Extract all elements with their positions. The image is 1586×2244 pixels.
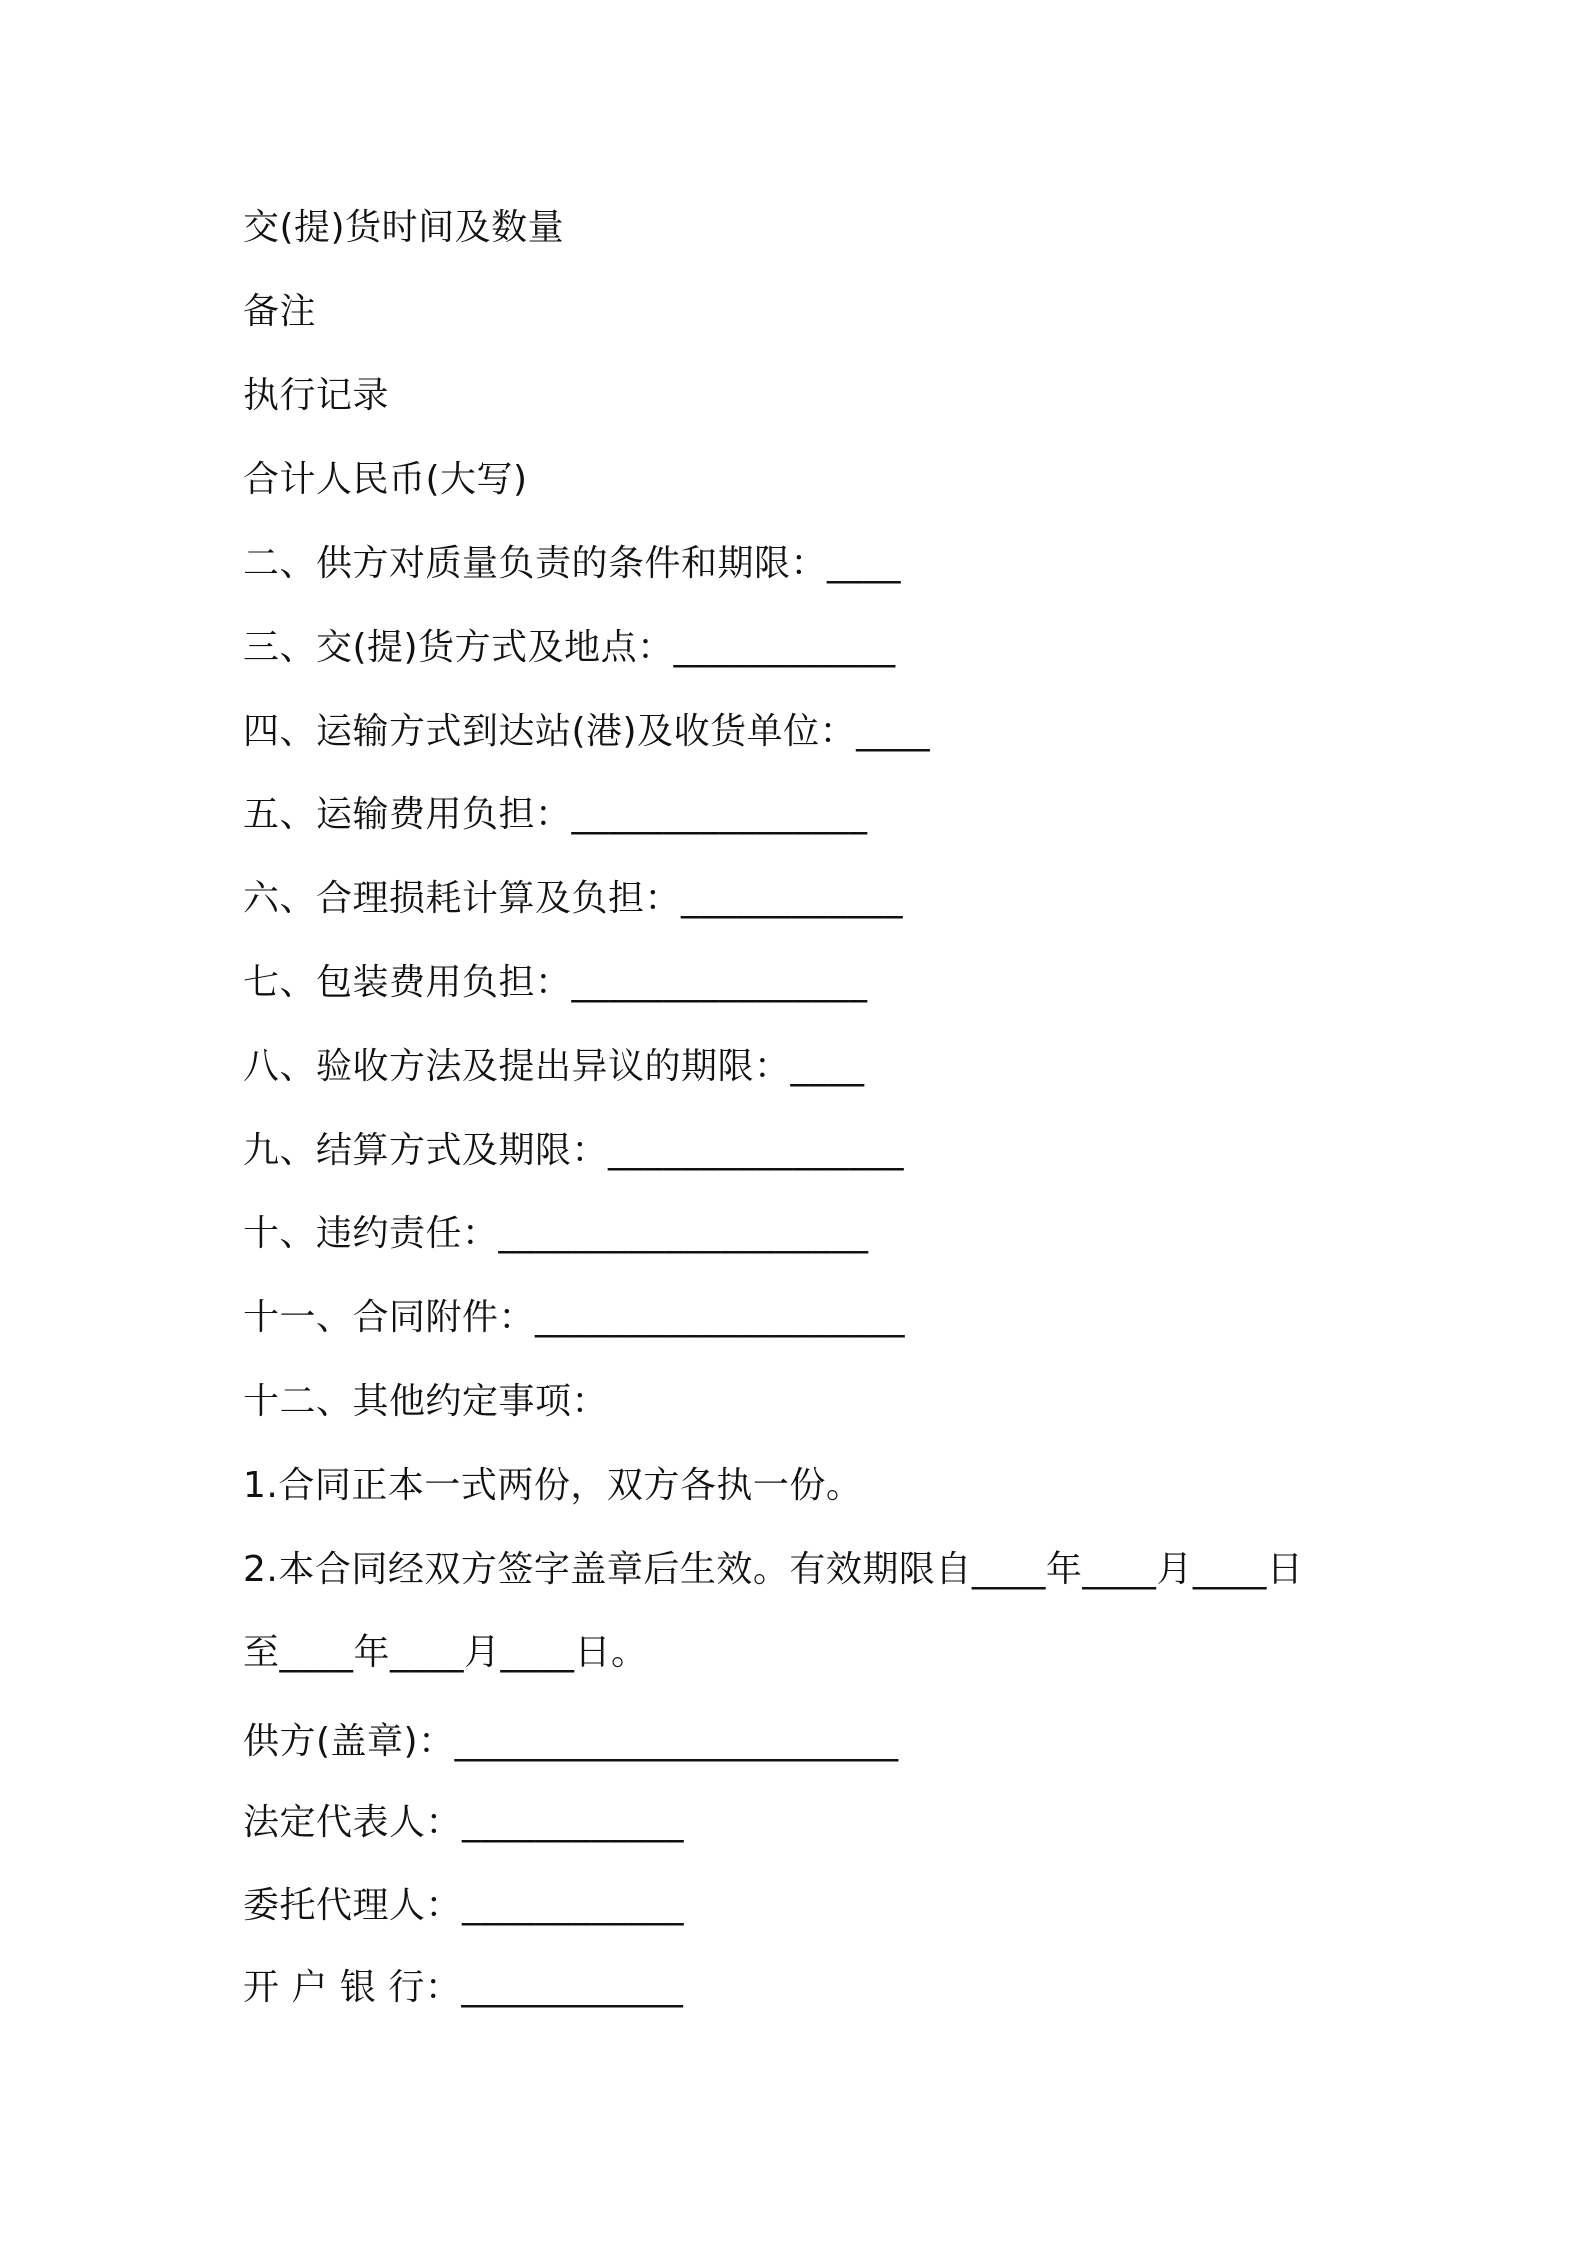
clause-4-transport-method: 四、运输方式到达站(港)及收货单位：____ bbox=[243, 711, 931, 752]
clause-2-quality-responsibility: 二、供方对质量负责的条件和期限：____ bbox=[243, 543, 902, 584]
clause-7-packaging-cost: 七、包装费用负担：________________ bbox=[243, 962, 868, 1003]
clause-11-attachments: 十一、合同附件：____________________ bbox=[243, 1297, 906, 1338]
clause-10-breach-liability: 十、违约责任：____________________ bbox=[243, 1213, 869, 1254]
other-matter-2: 2.本合同经双方签字盖章后生效。有效期限自____年____月____日 bbox=[243, 1549, 1304, 1590]
bank-field: 开 户 银 行：____________ bbox=[243, 1967, 684, 2008]
heading-remarks: 备注 bbox=[243, 291, 317, 332]
heading-execution-record: 执行记录 bbox=[243, 375, 390, 416]
clause-9-settlement: 九、结算方式及期限：________________ bbox=[243, 1130, 905, 1171]
heading-delivery-time-quantity: 交(提)货时间及数量 bbox=[243, 207, 565, 248]
other-matter-1: 1.合同正本一式两份，双方各执一份。 bbox=[243, 1465, 863, 1506]
clause-5-transport-cost: 五、运输费用负担：________________ bbox=[243, 794, 868, 835]
validity-end-date: 至____年____月____日。 bbox=[243, 1632, 648, 1673]
clause-3-delivery-method: 三、交(提)货方式及地点：____________ bbox=[243, 627, 896, 668]
heading-total-rmb: 合计人民币(大写) bbox=[243, 459, 528, 500]
clause-6-reasonable-loss: 六、合理损耗计算及负担：____________ bbox=[243, 878, 904, 919]
supplier-seal-field: 供方(盖章)：________________________ bbox=[243, 1721, 899, 1762]
legal-representative-field: 法定代表人：____________ bbox=[243, 1802, 685, 1843]
clause-8-acceptance-method: 八、验收方法及提出异议的期限：____ bbox=[243, 1046, 865, 1087]
clause-12-other-matters: 十二、其他约定事项： bbox=[243, 1381, 609, 1422]
authorized-agent-field: 委托代理人：____________ bbox=[243, 1885, 685, 1926]
